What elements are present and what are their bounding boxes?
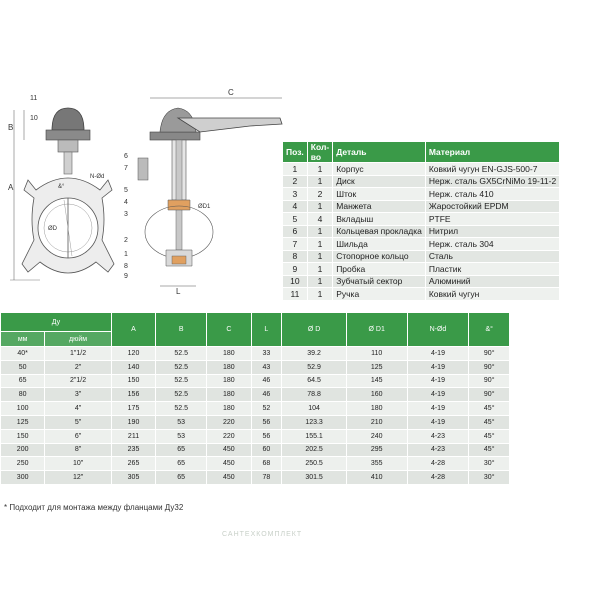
parts-table-cell: 1 [307,275,332,288]
dimensions-table-cell: 140 [111,360,155,374]
dimensions-table [0,312,510,485]
dimensions-table-cell: 300 [1,471,45,485]
dimensions-table-cell: 30° [469,471,510,485]
parts-table-cell: Жаростойкий EPDM [425,200,559,213]
dimensions-table-cell: 250.5 [282,457,347,471]
dimensions-table-cell: 240 [346,429,407,443]
dimensions-table-cell: 220 [207,415,251,429]
parts-table-row [283,188,560,201]
dimensions-table-cell: 90° [469,388,510,402]
dimensions-table-cell: 160 [346,388,407,402]
parts-table-cell: Манжета [333,200,426,213]
parts-table-row [283,263,560,276]
dimensions-table-cell: 52.5 [156,388,207,402]
parts-table-cell: Сталь [425,250,559,263]
dimensions-table-cell: 120 [111,347,155,361]
dimensions-table-cell: 180 [207,388,251,402]
dimensions-table-cell: 235 [111,443,155,457]
dimensions-table-cell: 65 [156,471,207,485]
parts-table-cell: Нерж. сталь GX5CrNiMo 19-11-2 [425,175,559,188]
parts-header-pos: Поз. [283,142,308,163]
dimensions-table-cell: 450 [207,471,251,485]
parts-table-cell: Алюминий [425,275,559,288]
dimensions-table-row [1,415,510,429]
dim-label-angle: &° [58,184,65,190]
dim-label-l: L [176,287,181,296]
parts-header-qty: Кол-во [307,142,332,163]
valve-drawing-svg [0,80,290,300]
dimensions-table-cell: 2"1/2 [45,374,112,388]
dimensions-table-cell: 3" [45,388,112,402]
parts-table-cell: Зубчатый сектор [333,275,426,288]
dimensions-table-cell: 104 [282,402,347,416]
parts-table-row [283,250,560,263]
parts-header-material: Материал [425,142,559,163]
dimensions-table-cell: 4-19 [407,360,469,374]
parts-table [282,141,560,301]
dimensions-table-cell: 4-19 [407,347,469,361]
callout-7: 7 [124,165,128,172]
dimensions-table-row [1,360,510,374]
dimensions-table-row [1,443,510,457]
dims-header-angle: &° [469,313,510,347]
parts-table-body [283,163,560,301]
dimensions-table-cell: 52.5 [156,347,207,361]
dimensions-table-cell: 33 [251,347,282,361]
parts-table-cell: 2 [307,188,332,201]
parts-table-cell: Пластик [425,263,559,276]
parts-table-cell: 2 [283,175,308,188]
dimensions-table-cell: 78.8 [282,388,347,402]
dimensions-table-cell: 90° [469,347,510,361]
dimensions-table-row [1,402,510,416]
parts-table-cell: 1 [307,200,332,213]
dims-header-d: Ø D [282,313,347,347]
parts-table-cell: 1 [307,175,332,188]
parts-table-cell: 1 [307,288,332,301]
callout-8: 8 [124,263,128,270]
dimensions-table-cell: 450 [207,443,251,457]
parts-table-cell: Нерж. сталь 304 [425,238,559,251]
dims-header-c: C [207,313,251,347]
parts-table-cell: Нитрил [425,225,559,238]
callout-9: 9 [124,273,128,280]
parts-table-cell: Кольцевая прокладка [333,225,426,238]
dimensions-table-cell: 155.1 [282,429,347,443]
dimensions-table-cell: 1"1/2 [45,347,112,361]
dimensions-table-cell: 180 [207,374,251,388]
dimensions-table-cell: 8" [45,443,112,457]
dimensions-table-cell: 52.5 [156,402,207,416]
parts-table-cell: Нерж. сталь 410 [425,188,559,201]
parts-table-cell: 5 [283,213,308,226]
dimensions-table-cell: 4-19 [407,415,469,429]
parts-table-cell: Вкладыш [333,213,426,226]
dimensions-table-cell: 43 [251,360,282,374]
dimensions-table-cell: 125 [346,360,407,374]
dimensions-table-row [1,347,510,361]
dimensions-table-cell: 45° [469,402,510,416]
dimensions-table-cell: 180 [207,360,251,374]
dimensions-table-cell: 156 [111,388,155,402]
dimensions-table-cell: 110 [346,347,407,361]
dimensions-table-cell: 56 [251,415,282,429]
dimensions-table-cell: 52.5 [156,360,207,374]
dims-header-mm: мм [1,332,45,347]
parts-table-cell: Диск [333,175,426,188]
parts-table-cell: PTFE [425,213,559,226]
parts-table-row [283,225,560,238]
parts-table-cell: 8 [283,250,308,263]
parts-table-cell: 9 [283,263,308,276]
dimensions-table-cell: 50 [1,360,45,374]
dimensions-table-cell: 200 [1,443,45,457]
parts-header-part: Деталь [333,142,426,163]
callout-6: 6 [124,153,128,160]
dimensions-table-cell: 6" [45,429,112,443]
dimensions-table-cell: 65 [156,457,207,471]
dimensions-table-cell: 410 [346,471,407,485]
dimensions-table-row [1,429,510,443]
parts-table-row [283,288,560,301]
dimensions-table-cell: 64.5 [282,374,347,388]
dimensions-table-cell: 175 [111,402,155,416]
dimensions-table-cell: 210 [346,415,407,429]
dimensions-table-cell: 250 [1,457,45,471]
parts-table-cell: 6 [283,225,308,238]
dims-header-b: B [156,313,207,347]
dimensions-table-cell: 4-19 [407,374,469,388]
dims-header-du: Ду [1,313,112,332]
dimensions-table-cell: 90° [469,374,510,388]
dimensions-table-cell: 4-19 [407,388,469,402]
callout-3: 3 [124,211,128,218]
parts-table-cell: 1 [283,163,308,176]
dimensions-table-cell: 46 [251,388,282,402]
dimensions-table-cell: 4-28 [407,457,469,471]
dims-header-a: A [111,313,155,347]
dimensions-table-cell: 53 [156,429,207,443]
dimensions-table-cell: 180 [346,402,407,416]
dimensions-table-cell: 265 [111,457,155,471]
parts-table-row [283,275,560,288]
dim-label-nd: N-Ød [90,174,105,180]
dimensions-table-cell: 4" [45,402,112,416]
dimensions-table-cell: 52 [251,402,282,416]
dimensions-table-cell: 65 [1,374,45,388]
parts-table-cell: 4 [283,200,308,213]
dimensions-table-cell: 12" [45,471,112,485]
dimensions-table-cell: 10" [45,457,112,471]
parts-table-cell: Ручка [333,288,426,301]
parts-table-cell: Шильда [333,238,426,251]
dimensions-table-cell: 301.5 [282,471,347,485]
dimensions-table-cell: 5" [45,415,112,429]
callout-5: 5 [124,187,128,194]
dim-label-a: A [8,183,14,192]
dimensions-table-cell: 150 [1,429,45,443]
dimensions-table-cell: 39.2 [282,347,347,361]
parts-table-cell: 7 [283,238,308,251]
dimensions-table-cell: 68 [251,457,282,471]
dimensions-table-cell: 295 [346,443,407,457]
dimensions-table-cell: 4-28 [407,471,469,485]
parts-table-row [283,175,560,188]
dimensions-table-cell: 45° [469,415,510,429]
dimensions-table-cell: 100 [1,402,45,416]
dimensions-table-cell: 4-23 [407,429,469,443]
parts-table-cell: 1 [307,238,332,251]
dimensions-table-cell: 305 [111,471,155,485]
parts-table-row [283,238,560,251]
dimensions-table-cell: 52.5 [156,374,207,388]
dimensions-table-cell: 202.5 [282,443,347,457]
dim-label-d: ØD [48,226,57,232]
dimensions-table-cell: 211 [111,429,155,443]
parts-table-cell: Ковкий чугун EN-GJS-500-7 [425,163,559,176]
parts-table-cell: Корпус [333,163,426,176]
dimensions-table-cell: 4-19 [407,402,469,416]
parts-table-cell: Шток [333,188,426,201]
parts-table-cell: 11 [283,288,308,301]
parts-table-cell: Пробка [333,263,426,276]
dimensions-table-cell: 90° [469,360,510,374]
dimensions-table-cell: 30° [469,457,510,471]
dimensions-table-cell: 53 [156,415,207,429]
valve-drawing [0,80,290,300]
dimensions-table-cell: 52.9 [282,360,347,374]
parts-table-cell: 3 [283,188,308,201]
dimensions-table-row [1,374,510,388]
parts-table-cell: 4 [307,213,332,226]
callout-10: 10 [30,115,38,122]
dim-label-d1: ØD1 [198,204,211,210]
dimensions-table-cell: 46 [251,374,282,388]
dims-header-inch: дюйм [45,332,112,347]
dimensions-table-cell: 145 [346,374,407,388]
dimensions-table-cell: 125 [1,415,45,429]
dims-header-l: L [251,313,282,347]
parts-table-cell: 1 [307,263,332,276]
callout-4: 4 [124,199,128,206]
dimensions-table-cell: 355 [346,457,407,471]
dimensions-table-cell: 80 [1,388,45,402]
dimensions-table-body [1,347,510,485]
dimensions-table-cell: 450 [207,457,251,471]
parts-table-cell: Ковкий чугун [425,288,559,301]
parts-table-row [283,200,560,213]
dimensions-table-row [1,388,510,402]
dimensions-table-cell: 180 [207,347,251,361]
dim-label-b: B [8,123,14,132]
dimensions-table-cell: 65 [156,443,207,457]
parts-table-cell: 1 [307,250,332,263]
dim-label-c: C [228,88,234,97]
parts-table-row [283,163,560,176]
dimensions-table-cell: 4-23 [407,443,469,457]
dimensions-table-cell: 78 [251,471,282,485]
dimensions-table-cell: 123.3 [282,415,347,429]
parts-table-cell: 1 [307,163,332,176]
dimensions-table-cell: 56 [251,429,282,443]
dimensions-table-row [1,471,510,485]
dims-header-d1: Ø D1 [346,313,407,347]
parts-table-row [283,213,560,226]
dims-header-nd: N-Ød [407,313,469,347]
dimensions-table-row [1,457,510,471]
dimensions-table-cell: 45° [469,429,510,443]
callout-2: 2 [124,237,128,244]
footnote: * Подходит для монтажа между фланцами Ду32 [4,503,184,512]
dimensions-table-cell: 40* [1,347,45,361]
parts-table-cell: 10 [283,275,308,288]
dimensions-table-cell: 45° [469,443,510,457]
parts-table-cell: 1 [307,225,332,238]
parts-table-cell: Стопорное кольцо [333,250,426,263]
callout-11: 11 [30,95,38,102]
dimensions-table-cell: 60 [251,443,282,457]
dimensions-table-cell: 2" [45,360,112,374]
dimensions-table-cell: 180 [207,402,251,416]
watermark-text: САНТЕХКОМПЛЕКТ [222,531,303,538]
callout-1: 1 [124,251,128,258]
dimensions-table-cell: 150 [111,374,155,388]
dimensions-table-cell: 190 [111,415,155,429]
dimensions-table-cell: 220 [207,429,251,443]
